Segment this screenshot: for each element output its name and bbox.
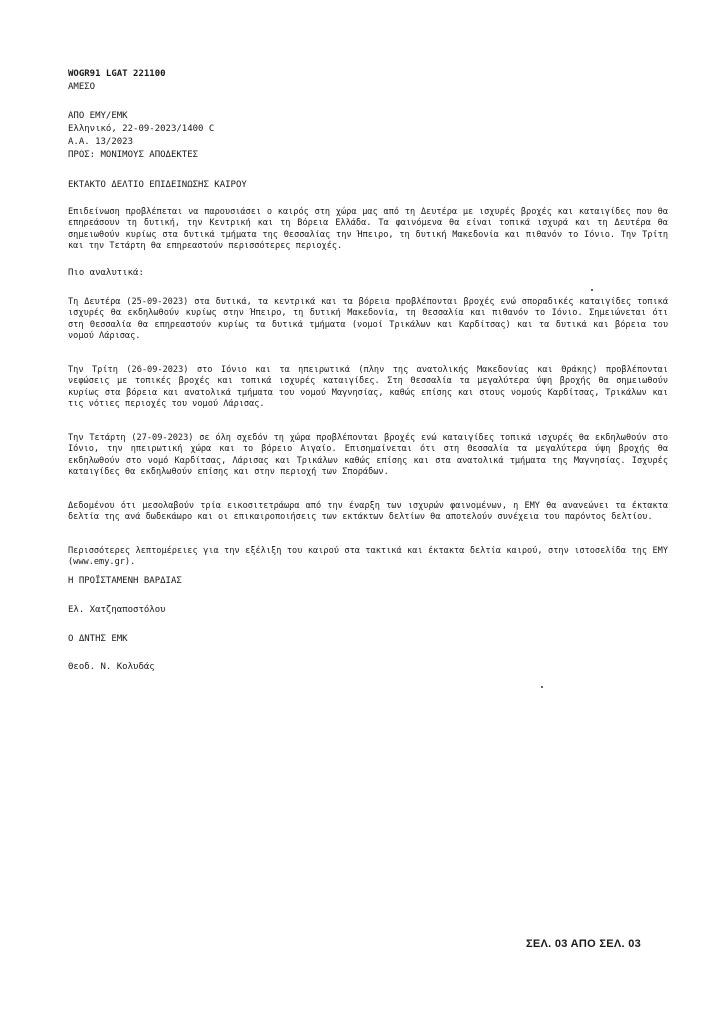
- recipients: ΠΡΟΣ: ΜΟΝΙΜΟΥΣ ΑΠΟΔΕΚΤΕΣ: [68, 150, 199, 160]
- sender-from: ΑΠΟ ΕΜΥ/ΕΜΚ: [68, 111, 128, 121]
- scan-speck: [591, 289, 593, 291]
- more-info-paragraph: Περισσότερες λεπτομέρειες για την εξέλιξη του καιρού στα τακτικά και έκτακτα δελτία καιρού, στην ιστοσελίδα της ΕΜΥ (www.emy.gr).: [68, 546, 668, 568]
- details-heading: Πιο αναλυτικά:: [68, 268, 144, 278]
- scan-speck: [541, 686, 543, 688]
- renewal-paragraph: Δεδομένου ότι μεσολαβούν τρία εικοσιτετράωρα από την έναρξη των ισχυρών φαινομένων, η ΕΜΥ θα ανανεώνει τα έκτακτα δελτία της ανά δωδεκάωρο και οι επικαιροποιήσεις των εκτάκτων δελτίων θα αποτελούν συνέχεια του παρόντος δελτίου.: [68, 501, 668, 523]
- signer-role-1: Η ΠΡΟΪΣΤΑΜΕΝΗ ΒΑΡΔΙΑΣ: [68, 576, 182, 586]
- monday-forecast: Τη Δευτέρα (25-09-2023) στα δυτικά, τα κεντρικά και τα βόρεια προβλέπονται βροχές ενώ σποραδικές καταιγίδες τοπικά ισχυρές θα εκδηλωθούν κυρίως στην Ήπειρο, τη δυτική Μακεδονία, τη Θεσσαλία και πιθανόν το Ιόνιο. Σημειώνεται ότι στη Θεσσαλία θα επηρεαστούν κυρίως τα δυτικά τμήματα (νομοί Τρικάλων και Καρδίτσας) και τα δυτικά και βόρεια του νομού Λάρισας.: [68, 297, 668, 342]
- signer-name-1: Ελ. Χατζηαποστόλου: [68, 605, 166, 615]
- wednesday-forecast: Την Τετάρτη (27-09-2023) σε όλη σχεδόν τη χώρα προβλέπονται βροχές ενώ καταιγίδες τοπικά ισχυρές θα εκδηλωθούν στο Ιόνιο, την ηπειρωτική χώρα και το βόρειο Αιγαίο. Επισημαίνεται ότι στη Θεσσαλία τα μεγαλύτερα ύψη βροχής θα εκδηλωθούν στο νομό Καρδίτσας, Λάρισας και Τρικάλων καθώς επίσης και στα ανατολικά τμήματα της Μαγνησίας. Ισχυρές καταιγίδες θα εκδηλωθούν επίσης και στην περιοχή των Σποράδων.: [68, 433, 668, 478]
- priority-label: ΑΜΕΣΟ: [68, 82, 96, 92]
- tuesday-forecast: Την Τρίτη (26-09-2023) στο Ιόνιο και τα ηπειρωτικά (πλην της ανατολικής Μακεδονίας και Θράκης) προβλέπονται νεφώσεις με τοπικές βροχές και τοπικά ισχυρές καταιγίδες. Στη Θεσσαλία τα μεγαλύτερα ύψη βροχής θα σημειωθούν κυρίως στα βόρεια και ανατολικά τμήματα του νομού Μαγνησίας, καθώς επίσης και στους νομούς Καρδίτσας, Τρικάλων και τις νότιες περιοχές του νομού Λάρισας.: [68, 365, 668, 410]
- page-number: ΣΕΛ. 03 ΑΠΟ ΣΕΛ. 03: [526, 938, 642, 950]
- signer-name-2: Θεοδ. Ν. Κολυδάς: [68, 662, 155, 672]
- intro-paragraph: Επιδείνωση προβλέπεται να παρουσιάσει ο καιρός στη χώρα μας από τη Δευτέρα με ισχυρές βροχές και καταιγίδες που θα επηρεάσουν τη δυτική, την Κεντρική και τη Βόρεια Ελλάδα. Τα φαινόμενα θα είναι τοπικά ισχυρά και τη Δευτέρα θα σημειωθούν κυρίως στα δυτικά τμήματα της Θεσσαλίας την Ήπειρο, τη δυτική Μακεδονία και πιθανόν το Ιόνιο. Την Τρίτη και την Τετάρτη θα επηρεαστούν περισσότερες περιοχές.: [68, 207, 668, 252]
- message-code: WOGR91 LGAT 221100: [68, 69, 166, 79]
- signer-role-2: Ο ΔΝΤΗΣ ΕΜΚ: [68, 634, 128, 644]
- reference-number: Α.Α. 13/2023: [68, 137, 134, 147]
- document-title: ΕΚΤΑΚΤΟ ΔΕΛΤΙΟ ΕΠΙΔΕΙΝΩΣΗΣ ΚΑΙΡΟΥ: [68, 180, 247, 190]
- place-date: Ελληνικό, 22-09-2023/1400 C: [68, 124, 215, 134]
